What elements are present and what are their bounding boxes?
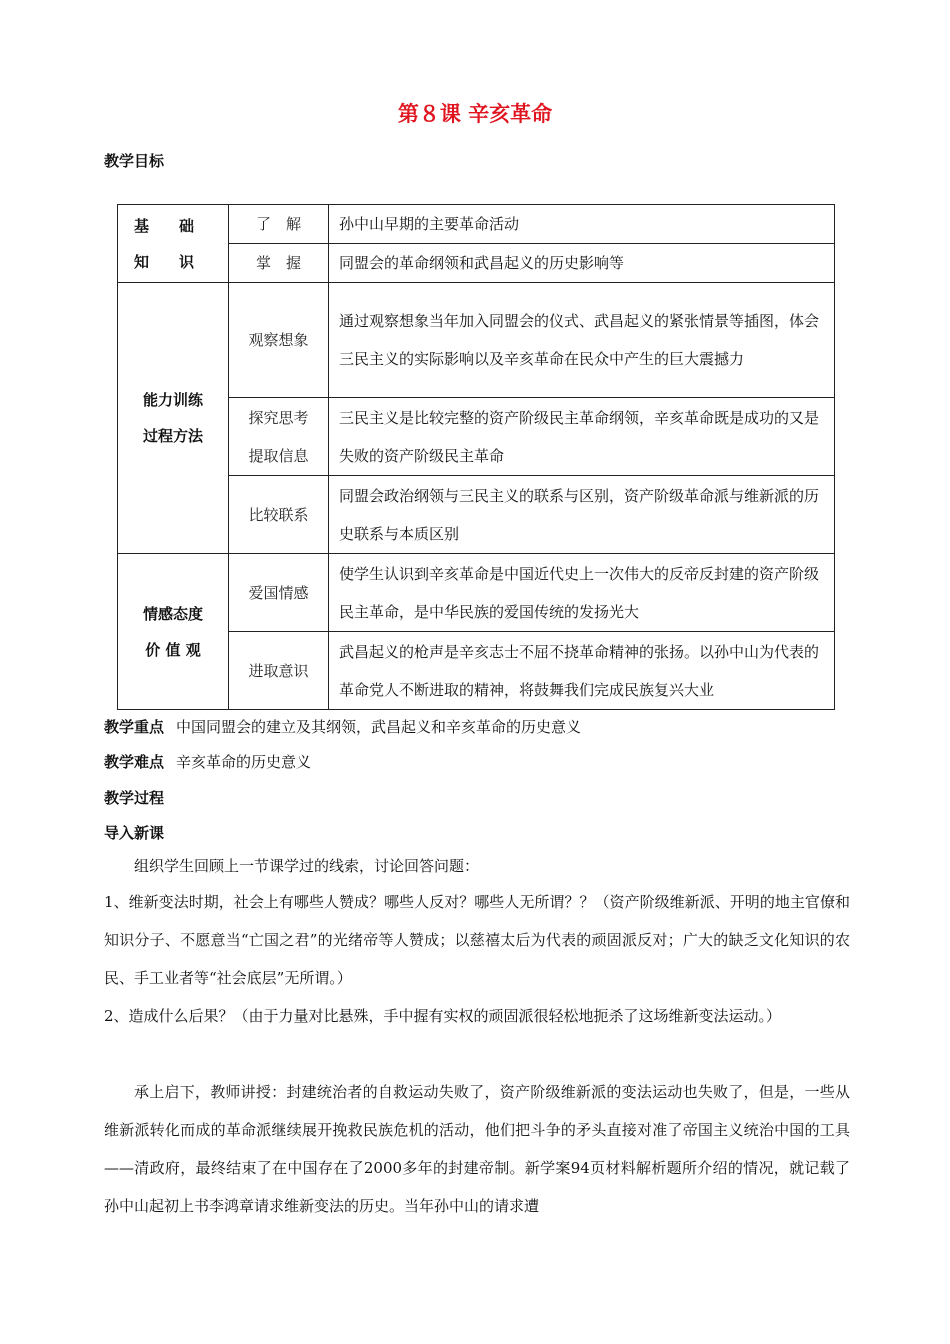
description-cell: 武昌起义的枪声是辛亥志士不屈不挠革命精神的张扬。以孙中山为代表的革命党人不断进取的精神，将鼓舞我们完成民族复兴大业: [329, 632, 835, 710]
difficulties: [104, 751, 311, 772]
key-points-label: 教学重点: [104, 718, 165, 736]
paragraph: 组织学生回顾上一节课学过的线索，讨论回答问题：: [134, 857, 480, 875]
description-cell: 三民主义是比较完整的资产阶级民主革命纲领，辛亥革命既是成功的又是失败的资产阶级民主革命: [329, 398, 835, 476]
subcategory-cell: 观察想象: [229, 283, 329, 398]
difficulties-text: 辛亥革命的历史意义: [176, 753, 312, 771]
paragraph: 1、维新变法时期，社会上有哪些人赞成？哪些人反对？哪些人无所谓？？（资产阶级维新派、开明的地主官僚和知识分子、不愿意当“亡国之君”的光绪帝等人赞成；以慈禧太后为代表的顽固派反对；广大的缺乏文化知识的农民、手工业者等“社会底层”无所谓。）: [104, 893, 850, 987]
category-cell: 能力训练 过程方法: [118, 283, 229, 554]
paragraph: 承上启下，教师讲授：封建统治者的自救运动失败了，资产阶级维新派的变法运动也失败了，但是，一些从维新派转化而成的革命派继续展开挽救民族危机的活动，他们把斗争的矛头直接对准了帝国主义统治中国的工具——清政府，最终结束了在中国存在了2000多年的封建帝制。新学案94页材料解析题所介绍的情况，就记载了孙中山起初上书李鸿章请求维新变法的历史。当年孙中山的请求遭: [104, 1083, 850, 1215]
key-points-text: 中国同盟会的建立及其纲领，武昌起义和辛亥革命的历史意义: [176, 718, 582, 736]
category-line: 基 础: [134, 216, 195, 235]
table-row: [118, 554, 835, 632]
description-cell: 使学生认识到辛亥革命是中国近代史上一次伟大的反帝反封建的资产阶级民主革命，是中华民族的爱国传统的发扬光大: [329, 554, 835, 632]
key-points: [104, 716, 581, 737]
subcategory-cell: 爱国情感: [229, 554, 329, 632]
objectives-table: [117, 204, 835, 710]
subcategory-cell: 探究思考 提取信息: [229, 398, 329, 476]
difficulties-label: 教学难点: [104, 753, 165, 771]
subcategory-cell: 进取意识: [229, 632, 329, 710]
subcategory-cell: 掌 握: [229, 244, 329, 283]
lesson-title: 第８课 辛亥革命: [397, 102, 553, 126]
category-cell: 情感态度 价 值 观: [118, 554, 229, 710]
description-cell: 同盟会的革命纲领和武昌起义的历史影响等: [329, 244, 835, 283]
intro-heading: 导入新课: [104, 824, 165, 842]
table-row: [118, 205, 835, 244]
category-line: 知 识: [134, 252, 195, 271]
subcategory-cell: 了 解: [229, 205, 329, 244]
description-cell: 通过观察想象当年加入同盟会的仪式、武昌起义的紧张情景等插图，体会三民主义的实际影响以及辛亥革命在民众中产生的巨大震撼力: [329, 283, 835, 398]
objectives-heading: 教学目标: [104, 152, 165, 170]
subcategory-cell: 比较联系: [229, 476, 329, 554]
description-cell: 同盟会政治纲领与三民主义的联系与区别，资产阶级革命派与维新派的历史联系与本质区别: [329, 476, 835, 554]
description-cell: 孙中山早期的主要革命活动: [329, 205, 835, 244]
process-heading: 教学过程: [104, 789, 165, 807]
paragraph: 2、造成什么后果？（由于力量对比悬殊，手中握有实权的顽固派很轻松地扼杀了这场维新变法运动。）: [104, 1007, 782, 1025]
category-cell: [118, 205, 229, 283]
table-row: [118, 283, 835, 398]
